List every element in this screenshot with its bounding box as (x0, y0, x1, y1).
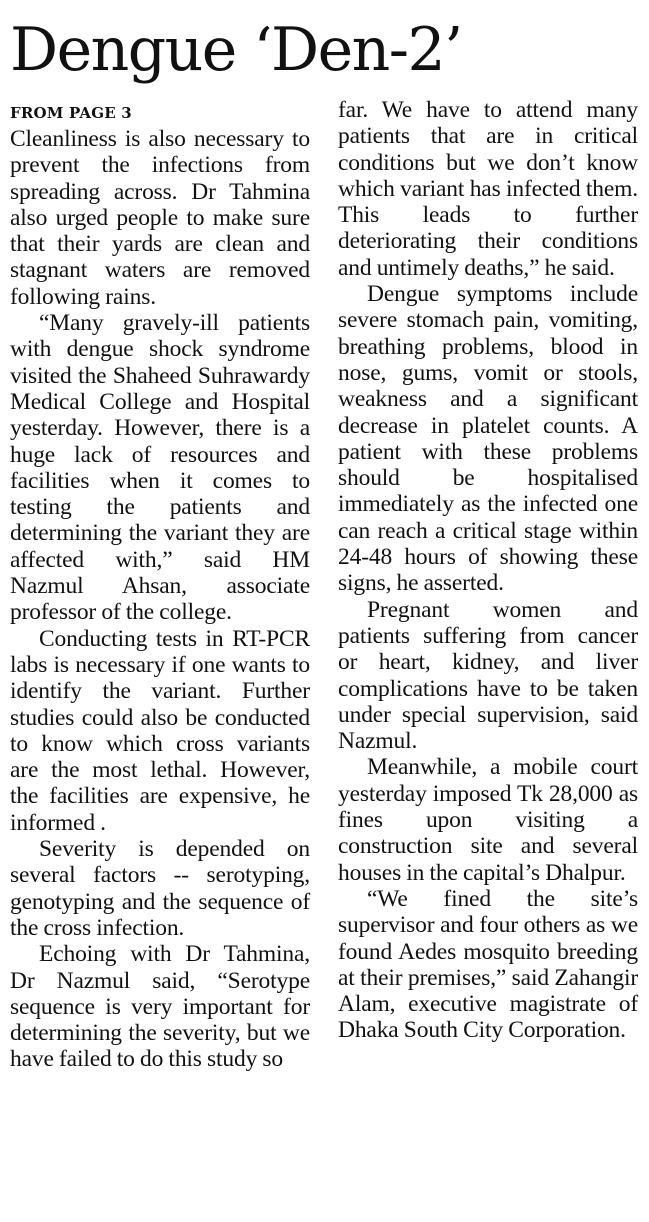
paragraph: Cleanliness is also necessary to prevent the infections from spreading across. Dr Tahmina also urged people to make sure that their yards are clean and stagnant waters are removed following rains. (10, 126, 310, 310)
paragraph: Pregnant women and patients suffering from cancer or heart, kidney, and liver complications have to be taken under special supervision, said Nazmul. (338, 596, 638, 755)
paragraph: “We fined the site’s supervisor and four others as we found Aedes mosquito breeding at their premises,” said Zahangir Alam, executive magistrate of Dhaka South City Corporation. (338, 885, 638, 1044)
article-column-right (338, 97, 638, 1044)
paragraph: “Many gravely-ill patients with dengue shock syndrome visited the Shaheed Suhrawardy Medical College and Hospital yesterday. However, there is a huge lack of resources and facilities when it comes to testing the patients and determining the variant they are affected with,” said HM Nazmul Ahsan, associate professor of the college. (10, 310, 310, 626)
paragraph: far. We have to attend many patients that are in critical conditions but we don’t know which variant has infected them. This leads to further deteriorating their conditions and untimely deaths,” he said. (338, 97, 638, 281)
paragraph: Conducting tests in RT-PCR labs is necessary if one wants to identify the variant. Further studies could also be conducted to know which cross variants are the most lethal. However, the facilities are expensive, he informed . (10, 625, 310, 836)
headline: Dengue ‘Den-2’ (10, 15, 462, 85)
paragraph: Severity is depended on several factors -- serotyping, genotyping and the sequence of the cross infection. (10, 836, 310, 941)
article-column-left (10, 100, 310, 1073)
continuation-kicker: FROM PAGE 3 (10, 104, 132, 122)
paragraph: Echoing with Dr Tahmina, Dr Nazmul said, “Serotype sequence is very important for determining the severity, but we have failed to do this study so (10, 941, 310, 1073)
paragraph: Dengue symptoms include severe stomach pain, vomiting, breathing problems, blood in nose, gums, vomit or stools, weakness and a significant decrease in platelet counts. A patient with these problems should be hospitalised immediately as the infected one can reach a critical stage within 24-48 hours of showing these signs, he asserted. (338, 281, 638, 597)
paragraph: Meanwhile, a mobile court yesterday imposed Tk 28,000 as fines upon visiting a construction site and several houses in the capital’s Dhalpur. (338, 754, 638, 886)
